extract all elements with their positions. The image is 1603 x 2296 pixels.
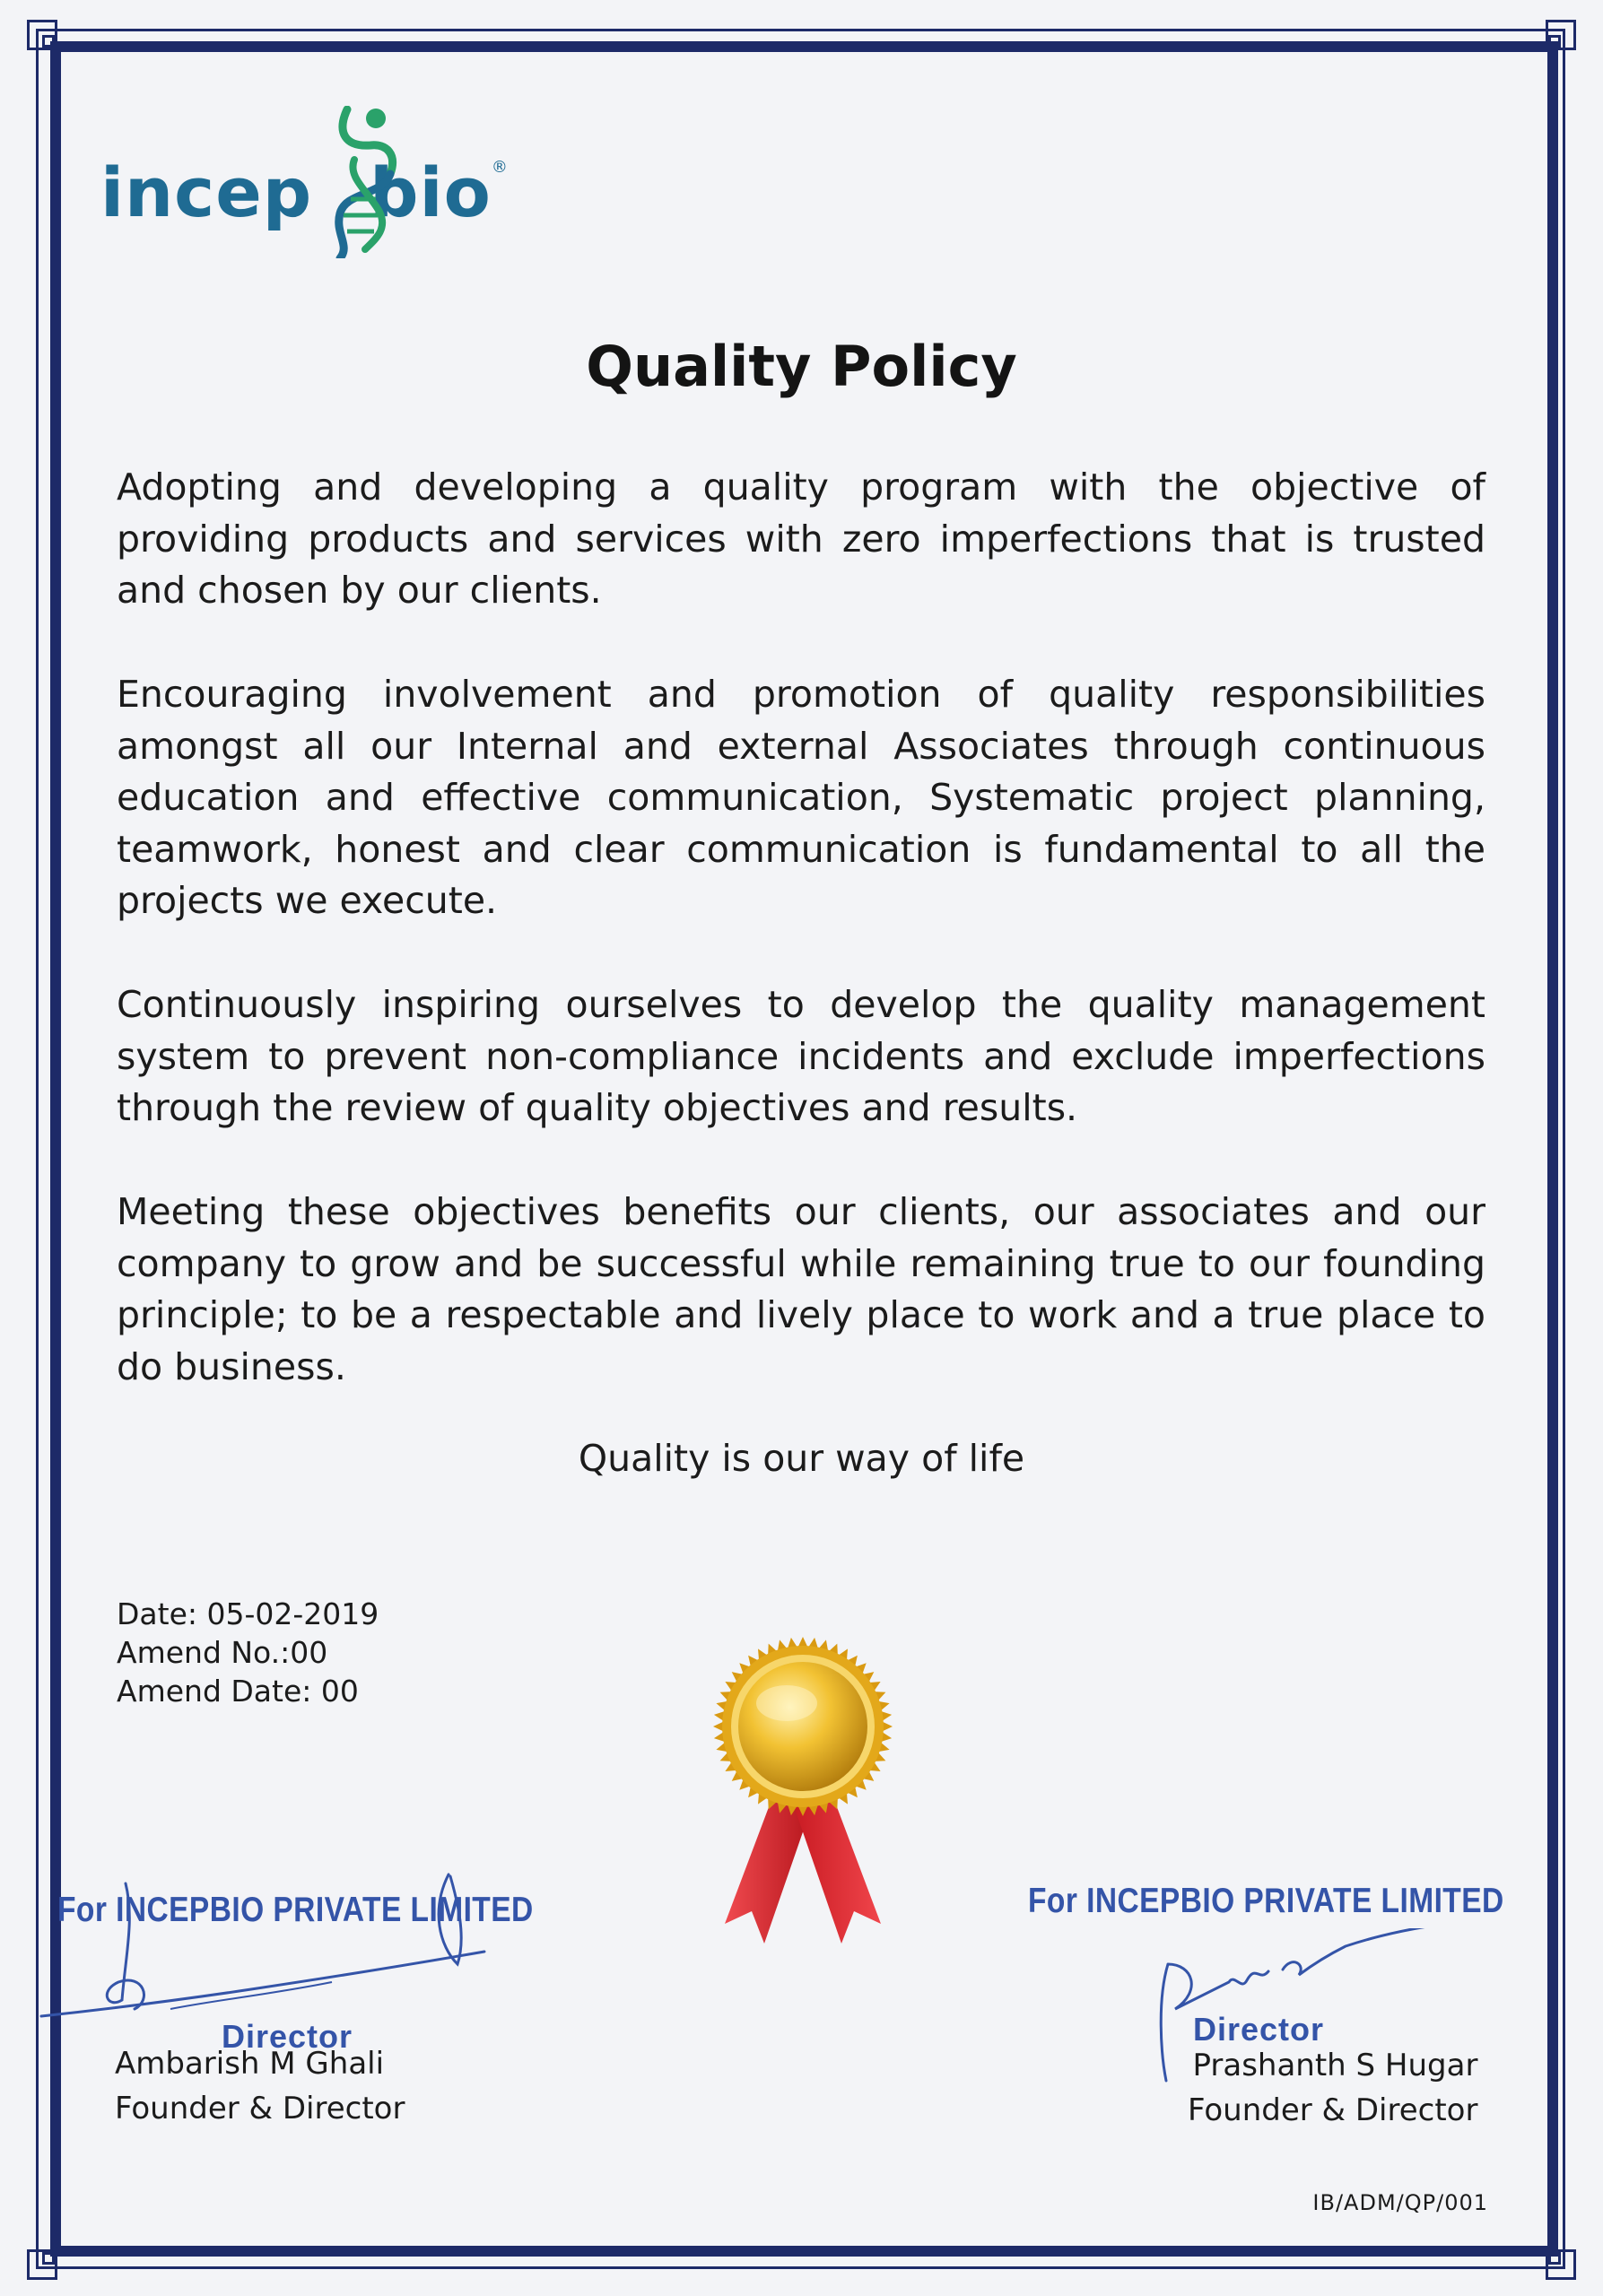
issue-date: Date: 05-02-2019 [117,1596,379,1631]
signatory-right-name: Prashanth S Hugar [1192,2048,1478,2083]
motto: Quality is our way of life [578,1437,1025,1480]
policy-paragraph-4: Meeting these objectives benefits our clients, our associates and our company to grow and be successful while remaining true to our founding principle; to be a respectable and lively place to work and a true place to do business. [117,1190,1485,1388]
logo-text-left: incep [100,152,313,232]
page-title: Quality Policy [586,334,1017,399]
policy-paragraph-2: Encouraging involvement and promotion of quality responsibilities amongst all our Internal and external Associates through continuous education and effective communication, Systematic project planning, teamwork, honest and clear communication is fundamental to all the projects we execute. [117,673,1485,922]
company-stamp-right: For INCEPBIO PRIVATE LIMITED [1028,1882,1504,1920]
amend-number: Amend No.:00 [117,1635,328,1670]
policy-paragraph-1: Adopting and developing a quality program with the objective of providing products and services with zero imperfections that is trusted and chosen by our clients. [117,465,1485,612]
company-stamp-left: For INCEPBIO PRIVATE LIMITED [57,1891,534,1929]
signatory-left-role: Founder & Director [115,2091,405,2126]
amend-date: Amend Date: 00 [117,1674,359,1709]
stamp-title-left: Director [222,2018,353,2055]
corner-ornament [27,20,57,50]
corner-ornament [1546,20,1576,50]
signatory-right-role: Founder & Director [1188,2092,1478,2128]
stamp-title-right: Director [1193,2011,1325,2048]
logo-wordmark [100,152,509,232]
registered-mark: ® [491,158,509,177]
signatory-left [115,2041,405,2131]
corner-ornament [1546,2249,1576,2280]
signatory-left-name: Ambarish M Ghali [115,2046,385,2082]
logo-text-right: bio [370,152,492,232]
dna-figure-icon [320,106,406,258]
company-logo [100,106,522,267]
award-medal-icon [700,1628,906,1960]
document-meta [117,1595,379,1710]
policy-paragraph-3: Continuously inspiring ourselves to develop the quality management system to prevent non-compliance incidents and exclude imperfections through the review of quality objectives and results. [117,983,1485,1129]
corner-ornament [27,2249,57,2280]
document-reference: IB/ADM/QP/001 [1312,2190,1488,2215]
signatory-right [1188,2043,1477,2133]
